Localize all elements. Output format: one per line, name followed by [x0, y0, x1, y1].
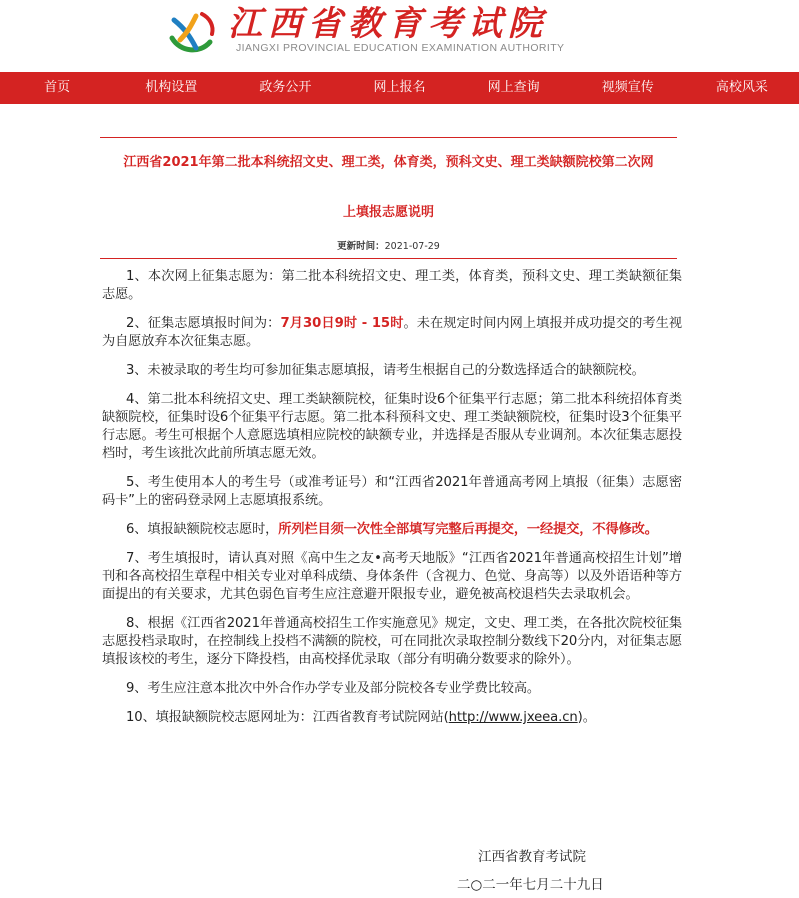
nav-item-university-showcase[interactable]: 高校风采 [715, 80, 768, 95]
paragraph-9: 9、考生应注意本批次中外合作办学专业及部分院校各专业学费比较高。 [126, 681, 541, 696]
title-top-rule [100, 137, 677, 138]
nav-item-organization[interactable]: 机构设置 [145, 80, 198, 95]
paragraph-10-tail: )。 [577, 710, 596, 725]
paragraph-1: 1、本次网上征集志愿为：第二批本科统招文史、理工类，体育类，预科文史、理工类缺额征集志愿。 [102, 269, 682, 302]
signature-organization: 江西省教育考试院 [478, 849, 586, 865]
submit-warning-highlight: 所列栏目须一次性全部填写完整后再提交，一经提交，不得修改。 [278, 522, 658, 537]
jx-logo-icon[interactable] [166, 8, 220, 54]
paragraph-2-tail: 。未在规定时间内网上填报并成功提交的考生视为自愿放弃本次征集志愿。 [102, 316, 682, 349]
article-title-line2: 上填报志愿说明 [342, 205, 434, 220]
paragraph-2-text: 2、征集志愿填报时间为： [126, 316, 281, 331]
article-body [102, 268, 682, 738]
nav-item-online-query[interactable]: 网上查询 [487, 80, 540, 95]
deadline-highlight: 7月30日9时 - 15时 [280, 316, 404, 331]
site-header [0, 0, 799, 72]
title-bottom-rule [100, 258, 677, 259]
nav-item-online-registration[interactable]: 网上报名 [373, 80, 426, 95]
paragraph-6-text: 6、填报缺额院校志愿时， [126, 522, 279, 537]
paragraph-4: 4、第二批本科统招文史、理工类缺额院校，征集时设6个征集平行志愿；第二批本科统招体育类缺额院校，征集时设6个征集平行志愿。第二批本科预科文史、理工类缺额院校，征集时设3个征集平行志愿。考生可根据个人意愿选填相应院校的缺额专业，并选择是否服从专业调剂。本次征集志愿投档时，考生该批次此前所填志愿无效。 [102, 392, 682, 461]
jxeea-website-link[interactable]: http://www.jxeea.cn [448, 710, 578, 725]
nav-item-video[interactable]: 视频宣传 [601, 80, 654, 95]
update-time [100, 238, 677, 252]
paragraph-3: 3、未被录取的考生均可参加征集志愿填报，请考生根据自己的分数选择适合的缺额院校。 [126, 363, 645, 378]
main-nav [0, 72, 799, 104]
signature-date: 二○二一年七月二十九日 [457, 877, 604, 893]
paragraph-10-text: 10、填报缺额院校志愿网址为：江西省教育考试院网站( [126, 710, 449, 725]
site-logo-subtitle: JIANGXI PROVINCIAL EDUCATION EXAMINATION AUTHORITY [236, 42, 565, 54]
paragraph-6 [102, 521, 682, 539]
paragraph-10 [102, 709, 682, 727]
nav-item-home[interactable]: 首页 [44, 80, 71, 95]
update-time-label: 更新时间： [337, 241, 385, 252]
paragraph-2 [102, 315, 682, 351]
paragraph-8: 8、根据《江西省2021年普通高校招生工作实施意见》规定，文史、理工类，在各批次院校征集志愿投档录取时，在控制线上投档不满额的院校，可在同批次录取控制分数线下20分内，对征集志愿填报该校的考生，逐分下降投档，由高校择优录取（部分有明确分数要求的除外）。 [102, 616, 682, 667]
article-title: 江西省2021年第二批本科统招文史、理工类，体育类，预科文史、理工类缺额院校第二次网 [123, 155, 654, 170]
paragraph-7: 7、考生填报时，请认真对照《高中生之友•高考天地版》“江西省2021年普通高校招生计划”增刊和各高校招生章程中相关专业对单科成绩、身体条件（含视力、色觉、身高等）以及外语语种等方面提出的有关要求，尤其色弱色盲考生应注意避开限报专业，避免被高校退档失去录取机会。 [102, 551, 682, 602]
update-time-value: 2021-07-29 [384, 241, 440, 252]
site-logo-title: 江西省教育考试院 [228, 4, 548, 44]
nav-item-government-affairs[interactable]: 政务公开 [259, 80, 312, 95]
paragraph-5: 5、考生使用本人的考生号（或准考证号）和“江西省2021年普通高考网上填报（征集）志愿密码卡”上的密码登录网上志愿填报系统。 [102, 475, 682, 508]
